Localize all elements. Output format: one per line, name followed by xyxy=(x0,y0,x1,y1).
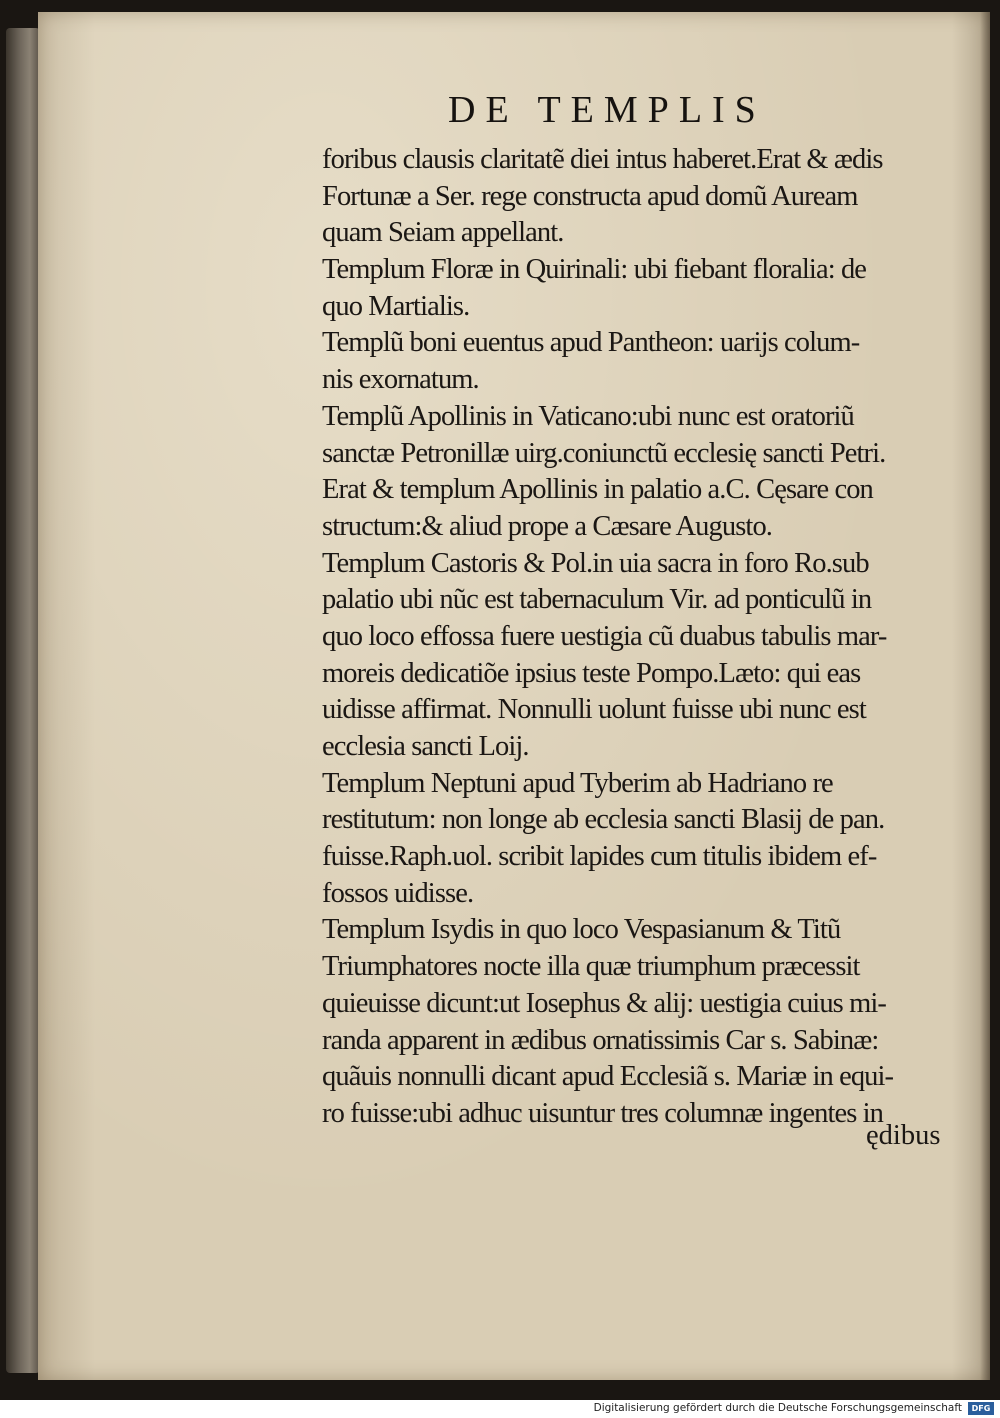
text-line: Fortunæ a Ser. rege constructa apud domũ Auream xyxy=(322,180,858,212)
text-line: ro fuisse:ubi adhuc uisuntur tres columnæ ingentes in xyxy=(322,1097,884,1129)
text-line: quo Martialis. xyxy=(322,290,470,322)
text-line: quo loco effossa fuere uestigia cũ duabus tabulis mar- xyxy=(322,620,887,652)
footer-credit: Digitalisierung gefördert durch die Deutsche Forschungsgemeinschaft xyxy=(593,1402,962,1414)
text-line: ecclesia sancti Loij. xyxy=(322,731,529,762)
text-line: fossos uidisse. xyxy=(322,877,474,909)
text-line: Erat & templum Apollinis in palatio a.C. Cęsare con xyxy=(322,474,873,506)
text-block xyxy=(322,142,962,1133)
text-line: Templũ boni euentus apud Pantheon: uarijs colum- xyxy=(322,327,860,359)
text-line: Templum Isydis in quo loco Vespasianum & Titũ xyxy=(322,914,841,946)
text-line: Templũ Apollinis in Vaticano:ubi nunc est oratoriũ xyxy=(322,400,854,432)
text-line: fuisse.Raph.uol. scribit lapides cum titulis ibidem ef- xyxy=(322,841,877,873)
text-line: quieuisse dicunt:ut Iosephus & alij: uestigia cuius mi- xyxy=(322,987,886,1019)
book-cover-edge xyxy=(6,28,40,1373)
text-line: Templum Castoris & Pol.in uia sacra in foro Ro.sub xyxy=(322,547,869,579)
text-line: nis exornatum. xyxy=(322,364,479,396)
dfg-logo: DFG xyxy=(968,1402,994,1415)
text-line: quãuis nonnulli dicant apud Ecclesiã s. Mariæ in equi- xyxy=(322,1061,894,1093)
text-line: structum:& aliud prope a Cæsare Augusto. xyxy=(322,510,773,542)
digitization-footer xyxy=(0,1400,1000,1418)
text-line: restitutum: non longe ab ecclesia sancti Blasij de pan. xyxy=(322,804,885,836)
text-line: foribus clausis claritatẽ diei intus haberet.Erat & ædis xyxy=(322,144,883,175)
text-line: palatio ubi nũc est tabernaculum Vir. ad ponticulũ in xyxy=(322,584,872,616)
book-page xyxy=(38,12,990,1380)
text-line: Templum Neptuni apud Tyberim ab Hadriano re xyxy=(322,767,833,799)
text-line: moreis dedicatiõe ipsius teste Pompo.Læto: qui eas xyxy=(322,657,861,689)
text-line: sanctæ Petronillæ uirg.coniunctũ ecclesię sancti Petri. xyxy=(322,437,886,469)
text-line: Triumphatores nocte illa quæ triumphum præcessit xyxy=(322,951,860,983)
running-head: DE TEMPLIS xyxy=(448,89,766,131)
text-line: Templum Floræ in Quirinali: ubi fiebant floralia: de xyxy=(322,254,867,286)
text-line: quam Seiam appellant. xyxy=(322,217,564,249)
text-line: uidisse affirmat. Nonnulli uolunt fuisse ubi nunc est xyxy=(322,694,866,726)
catchword: ędibus xyxy=(866,1120,941,1151)
text-line: randa apparent in ædibus ornatissimis Car s. Sabinæ: xyxy=(322,1024,879,1056)
